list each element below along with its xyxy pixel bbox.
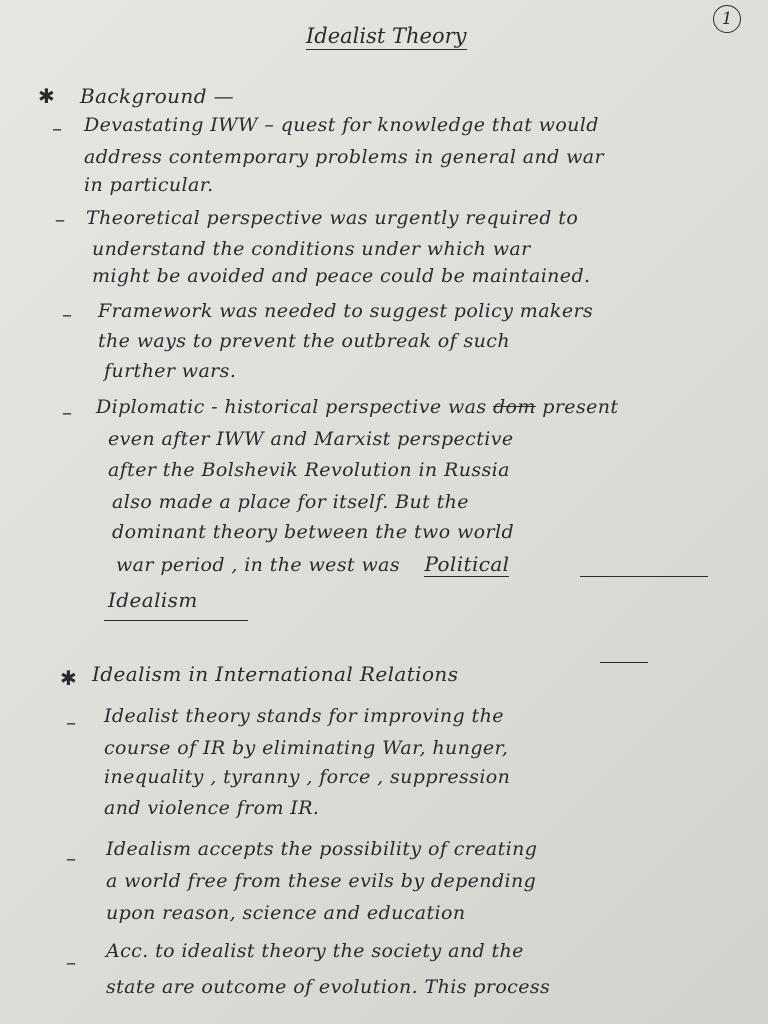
dash-bullet-icon: –	[66, 710, 76, 734]
text-line	[96, 396, 618, 418]
emphasized-term: Idealism	[108, 588, 198, 612]
dash-bullet-icon: –	[55, 207, 65, 231]
dash-bullet-icon: –	[52, 116, 62, 140]
text-fragment: present	[542, 396, 619, 418]
text-line: even after IWW and Marxist perspective	[108, 428, 514, 450]
text-line: might be avoided and peace could be maintained.	[92, 265, 591, 287]
text-line: understand the conditions under which war	[92, 238, 531, 260]
section-heading-background: Background —	[80, 84, 235, 108]
struck-word: dom	[492, 396, 536, 418]
text-line: in particular.	[84, 174, 214, 196]
text-line: upon reason, science and education	[106, 902, 466, 924]
section-heading-idealism-ir: Idealism in International Relations	[92, 662, 459, 686]
text-line: Idealism accepts the possibility of creating	[106, 838, 538, 860]
text-line: inequality , tyranny , force , suppression	[104, 766, 511, 788]
text-line: and violence from IR.	[104, 797, 320, 819]
text-line	[116, 552, 509, 576]
asterisk-bullet-icon: ✱	[60, 666, 77, 690]
underline-rule	[104, 620, 248, 621]
dash-bullet-icon: –	[66, 950, 76, 974]
text-line: after the Bolshevik Revolution in Russia	[108, 459, 510, 481]
text-line: state are outcome of evolution. This process	[106, 976, 551, 998]
text-line: Devastating IWW – quest for knowledge that would	[84, 114, 599, 136]
text-line: the ways to prevent the outbreak of such	[98, 330, 510, 352]
underline-rule	[580, 576, 708, 577]
text-line: Acc. to idealist theory the society and the	[106, 940, 524, 962]
text-line: course of IR by eliminating War, hunger,	[104, 737, 509, 759]
text-fragment: Diplomatic - historical perspective was	[96, 396, 487, 418]
dash-bullet-icon: –	[62, 302, 72, 326]
text-line: Idealist theory stands for improving the	[104, 705, 504, 727]
text-line: also made a place for itself. But the	[112, 491, 469, 513]
dash-bullet-icon: –	[66, 846, 76, 870]
text-line: further wars.	[104, 360, 237, 382]
page-title: Idealist Theory	[306, 24, 467, 48]
text-fragment: war period , in the west was	[116, 554, 400, 576]
heading-dash-rule	[600, 662, 648, 663]
text-line: dominant theory between the two world	[112, 521, 515, 543]
text-line: a world free from these evils by depending	[106, 870, 537, 892]
page-number: 1	[713, 5, 741, 33]
text-line: Theoretical perspective was urgently required to	[86, 207, 579, 229]
asterisk-bullet-icon: ✱	[38, 84, 55, 108]
text-line: address contemporary problems in general and war	[84, 146, 604, 168]
dash-bullet-icon: –	[62, 400, 72, 424]
emphasized-term: Political	[424, 552, 510, 576]
text-line: Framework was needed to suggest policy makers	[98, 300, 594, 322]
